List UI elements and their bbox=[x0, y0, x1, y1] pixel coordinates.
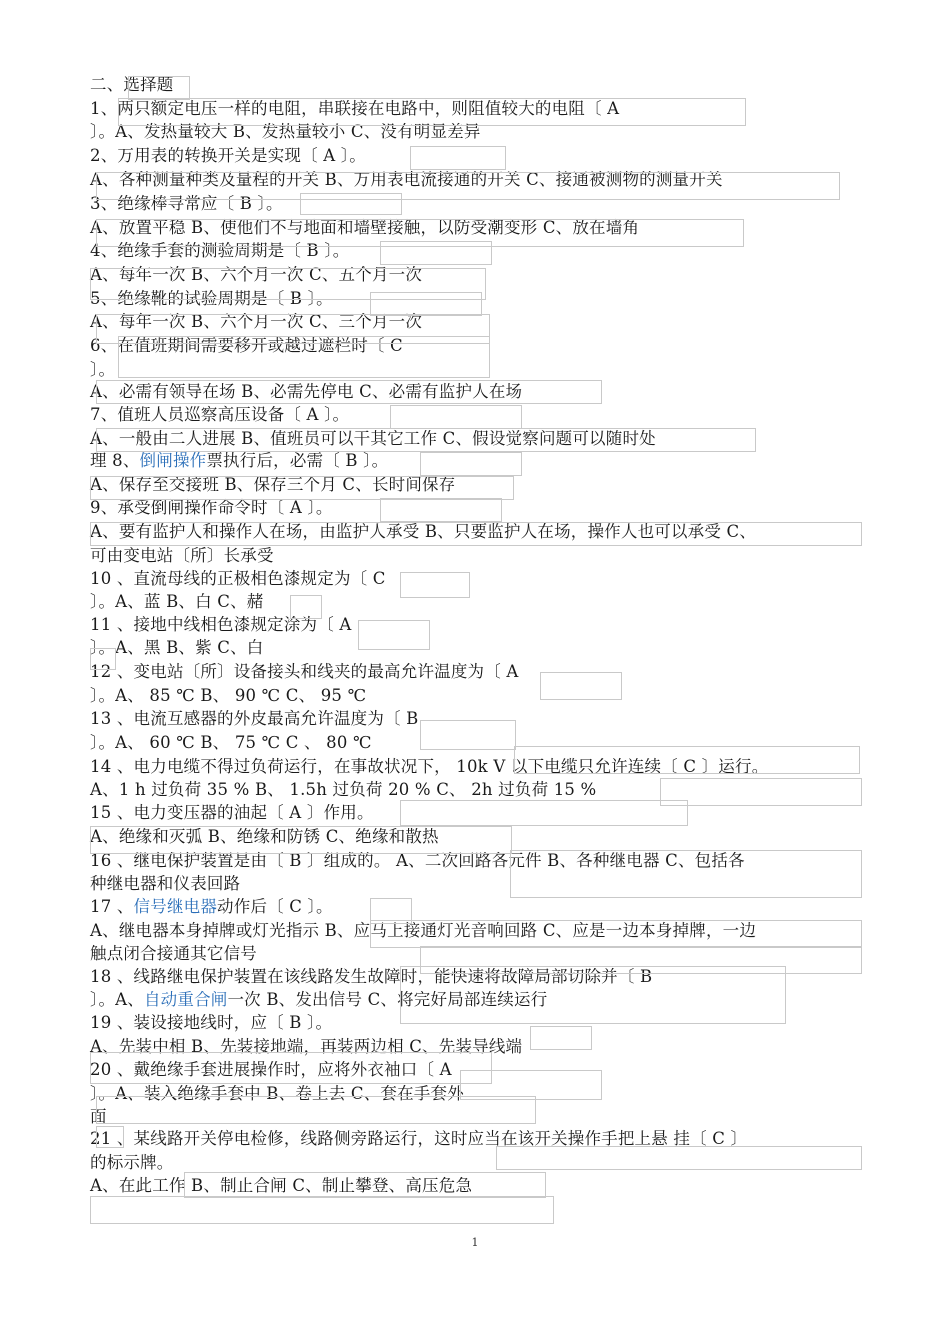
line-text: 可由变电站〔所〕长承受 bbox=[90, 546, 274, 565]
text-line bbox=[90, 169, 723, 191]
text-line bbox=[90, 637, 264, 659]
line-text: 〕。A、 bbox=[90, 990, 144, 1009]
layout-frame bbox=[540, 672, 622, 700]
text-line bbox=[90, 264, 422, 286]
text-line bbox=[90, 802, 374, 824]
line-text: 〕。A、 85 ℃ B、 90 ℃ C、 95 ℃ bbox=[90, 686, 367, 705]
layout-frame bbox=[90, 1196, 554, 1224]
line-text: 12 、变电站〔所〕设备接头和线夹的最高允许温度为〔 A bbox=[90, 662, 519, 681]
layout-frame bbox=[380, 498, 502, 522]
text-line bbox=[90, 240, 349, 262]
text-line bbox=[90, 545, 274, 567]
line-text: A、在此工作 B、制止合闸 C、制止攀登、高压危急 bbox=[90, 1176, 473, 1195]
layout-frame bbox=[358, 620, 430, 650]
text-line bbox=[90, 756, 768, 778]
line-text: 11 、接地中线相色漆规定涂为〔 A bbox=[90, 615, 352, 634]
text-line bbox=[90, 450, 388, 472]
line-text: A、要有监护人和操作人在场，由监护人承受 B、只要监护人在场，操作人也可以承受 C、 bbox=[90, 522, 757, 541]
text-line bbox=[90, 850, 745, 872]
text-line bbox=[90, 779, 596, 801]
line-text: 3、绝缘棒寻常应〔 B 〕。 bbox=[90, 194, 283, 213]
line-text: 20 、戴绝缘手套进展操作时，应将外衣袖口〔 A bbox=[90, 1060, 452, 1079]
line-text: 2、万用表的转换开关是实现〔 A 〕。 bbox=[90, 146, 366, 165]
line-text: A、各种测量种类及量程的开关 B、万用表电流接通的开关 C、接通被测物的测量开关 bbox=[90, 170, 723, 189]
text-line bbox=[90, 404, 349, 426]
text-line bbox=[90, 74, 174, 96]
text-line bbox=[90, 966, 652, 988]
line-text: 14 、电力电缆不得过负荷运行，在事故状况下， 10k V 以下电缆只允许连续〔 C 〕运行。 bbox=[90, 757, 769, 776]
line-text: 21 、某线路开关停电检修，线路侧旁路运行，这时应当在该开关操作手把上悬 挂〔 C 〕 bbox=[90, 1129, 748, 1148]
text-line bbox=[90, 943, 257, 965]
line-text: 〕。A、黑 B、紫 C、白 bbox=[90, 638, 264, 657]
line-text: 票执行后，必需〔 B 〕。 bbox=[206, 451, 389, 470]
layout-frame bbox=[420, 452, 522, 476]
line-text: A、每年一次 B、六个月一次 C、五个月一次 bbox=[90, 265, 423, 284]
line-text: 一次 B、发出信号 C、将完好局部连续运行 bbox=[227, 990, 548, 1009]
line-text: 面 bbox=[90, 1107, 107, 1126]
layout-frame bbox=[460, 1070, 602, 1100]
line-text: 〕。A、蓝 B、白 C、赭 bbox=[90, 592, 264, 611]
layout-frame bbox=[300, 193, 402, 215]
layout-frame bbox=[660, 778, 862, 806]
line-text: 〕。A、 60 ℃ B、 75 ℃ C 、 80 ℃ bbox=[90, 733, 372, 752]
text-line bbox=[90, 1175, 472, 1197]
text-line bbox=[90, 661, 519, 683]
text-line bbox=[90, 428, 656, 450]
line-text: 5、绝缘靴的试验周期是〔 B 〕。 bbox=[90, 289, 333, 308]
text-line bbox=[90, 708, 419, 730]
line-text: A、继电器本身掉牌或灯光指示 B、应马上接通灯光音响回路 C、应是一边本身掉牌，一边 bbox=[90, 921, 757, 940]
line-text: A、1 h 过负荷 35 % B、 1.5h 过负荷 20 % C、 2h 过负荷 15 % bbox=[90, 780, 597, 799]
layout-frame bbox=[420, 720, 516, 750]
line-text: 18 、线路继电保护装置在该线路发生故障时，能快速将故障局部切除并〔 B bbox=[90, 967, 653, 986]
line-text: 〕。A、装入绝缘手套中 B、卷上去 C、套在手套外 bbox=[90, 1084, 464, 1103]
line-text: 理 8、 bbox=[90, 451, 140, 470]
text-line bbox=[90, 1152, 174, 1174]
text-line bbox=[90, 311, 422, 333]
term-link[interactable]: 信号继电器 bbox=[133, 897, 218, 916]
layout-frame bbox=[400, 572, 470, 598]
text-line bbox=[90, 873, 240, 895]
text-line bbox=[90, 685, 366, 707]
line-text: 19 、装设接地线时，应〔 B 〕。 bbox=[90, 1013, 333, 1032]
text-line bbox=[90, 288, 333, 310]
text-line bbox=[90, 732, 372, 754]
text-line bbox=[90, 359, 115, 381]
line-text: A、每年一次 B、六个月一次 C、三个月一次 bbox=[90, 312, 423, 331]
text-line bbox=[90, 381, 522, 403]
line-text: 〕。A、发热量较大 B、发热量较小 C、没有明显差异 bbox=[90, 122, 481, 141]
line-text: A、一般由二人进展 B、值班员可以干其它工作 C、假设觉察问题可以随时处 bbox=[90, 429, 656, 448]
text-line bbox=[90, 145, 366, 167]
page-number: 1 bbox=[471, 1236, 479, 1249]
text-line bbox=[90, 193, 283, 215]
line-text: 7、值班人员巡察高压设备〔 A 〕。 bbox=[90, 405, 350, 424]
text-line bbox=[90, 335, 403, 357]
line-text: 10 、直流母线的正极相色漆规定为〔 C bbox=[90, 569, 386, 588]
layout-frame bbox=[380, 241, 492, 265]
line-text: 触点闭合接通其它信号 bbox=[90, 944, 257, 963]
line-text: 二、选择题 bbox=[90, 75, 174, 94]
line-text: 17 、 bbox=[90, 897, 134, 916]
text-line bbox=[90, 989, 547, 1011]
line-text: 1、两只额定电压一样的电阻，串联接在电路中，则阻值较大的电阻〔 A bbox=[90, 99, 620, 118]
layout-frame bbox=[390, 405, 522, 429]
text-line bbox=[90, 1083, 464, 1105]
line-text: 6、在值班期间需要移开或越过遮栏时〔 C bbox=[90, 336, 403, 355]
text-line bbox=[90, 1059, 452, 1081]
line-text: 的标示牌。 bbox=[90, 1153, 174, 1172]
text-line bbox=[90, 920, 756, 942]
text-line bbox=[90, 1106, 107, 1128]
line-text: 动作后〔 C 〕。 bbox=[217, 897, 333, 916]
text-line bbox=[90, 896, 333, 918]
term-link[interactable]: 倒闸操作 bbox=[139, 451, 207, 470]
text-line bbox=[90, 591, 264, 613]
text-line bbox=[90, 497, 333, 519]
text-line bbox=[90, 568, 386, 590]
line-text: A、放置平稳 B、使他们不与地面和墙壁接触，以防受潮变形 C、放在墙角 bbox=[90, 218, 640, 237]
line-text: 9、承受倒闸操作命令时〔 A 〕。 bbox=[90, 498, 333, 517]
text-line bbox=[90, 474, 455, 496]
layout-frame bbox=[400, 800, 688, 826]
line-text: A、必需有领导在场 B、必需先停电 C、必需有监护人在场 bbox=[90, 382, 523, 401]
line-text: 16 、继电保护装置是由〔 B 〕组成的。 A、二次回路各元件 B、各种继电器 C、包括各 bbox=[90, 851, 745, 870]
layout-frame bbox=[530, 1026, 592, 1050]
line-text: 〕。 bbox=[90, 360, 116, 379]
text-line bbox=[90, 217, 639, 239]
line-text: A、绝缘和灭弧 B、绝缘和防锈 C、绝缘和散热 bbox=[90, 827, 439, 846]
text-line bbox=[90, 614, 352, 636]
text-line bbox=[90, 1128, 747, 1150]
layout-frame bbox=[410, 146, 506, 170]
line-text: 13 、电流互感器的外皮最高允许温度为〔 B bbox=[90, 709, 419, 728]
line-text: 15 、电力变压器的油起〔 A 〕作用。 bbox=[90, 803, 374, 822]
line-text: 种继电器和仪表回路 bbox=[90, 874, 241, 893]
line-text: A、先装中相 B、先装接地端，再装两边相 C、先装导线端 bbox=[90, 1037, 523, 1056]
text-line bbox=[90, 521, 756, 543]
text-line bbox=[90, 121, 481, 143]
text-line bbox=[90, 826, 439, 848]
text-line bbox=[90, 98, 619, 120]
line-text: A、保存至交接班 B、保存三个月 C、长时间保存 bbox=[90, 475, 456, 494]
line-text: 4、绝缘手套的测验周期是〔 B 〕。 bbox=[90, 241, 350, 260]
text-line bbox=[90, 1012, 332, 1034]
text-line bbox=[90, 1036, 522, 1058]
term-link[interactable]: 自动重合闸 bbox=[143, 990, 228, 1009]
